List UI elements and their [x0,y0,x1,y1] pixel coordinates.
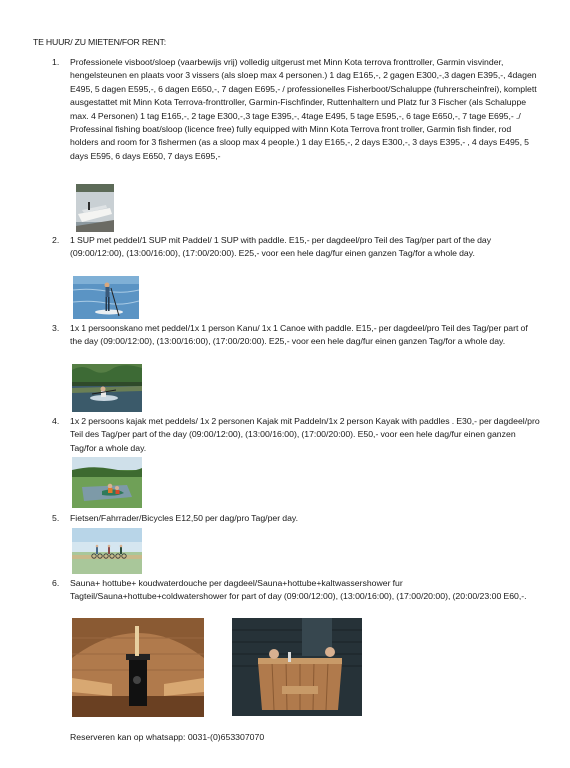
list-item-kayak [52,415,542,455]
item-number: 5. [52,513,60,523]
list-item-sup [52,234,542,261]
item-number: 2. [52,235,60,245]
canoe-photo [72,364,142,412]
bicycles-photo [72,528,142,574]
item-number: 4. [52,416,60,426]
sup-photo [73,276,139,319]
hottub-photo [232,618,362,716]
item-text: Fietsen/Fahrrader/Bicycles E12,50 per dag/pro Tag/per day. [70,513,299,523]
item-number: 1. [52,57,60,67]
list-item-boat [52,56,542,163]
whatsapp-reservation: Reserveren kan op whatsapp: 0031-(0)653307070 [70,732,265,742]
item-text: Professionele visboot/sloep (vaarbewijs vrij) volledig uitgerust met Minn Kota terrova fronttroller, Garmin visvinder, hengelsteunen en plaats voor 3 vissers (als sloep max 4 personen.) 1 dag E165,-, 2 gagen E300,-,3 dagen E395,-, 4dagen E495, 5 dagen E595,-, 6 dagen E650,-, 7 dagen E695,- / professionelles Fisherboot/Schaluppe (fuhrerscheinfrei), komplett ausgestattet mit Minn Kota Terrova-fronttroller, Garmin-Fischfinder, Ruttenhaltern und Platz fur 3 Fischer (als Schaluppe max. 4 Personen) 1 tag E165,-, 2 tage E300,-,3 tage E395,-, 4tage E495, 5 tage E595,-, 6 tage E650,-, 7 tage E695,- ./ Professinal fishing boat/sloop (licence free) fully equipped with Minn Kota Terrova front troller, Garmin fish finder, rod holders and room for 3 fishermen (as a sloop max 4 people.) 1 day E165,-, 2 days E300,-, 3 days E395,- , 4 days E495, 5 days E595, 6 days E650, 7 days E695,- [70,57,537,161]
item-number: 6. [52,578,60,588]
item-text: Sauna+ hottube+ koudwaterdouche per dagdeel/Sauna+hottube+kaltwassershower fur Tagteil/Sauna+hottube+coldwatershower for part of day (09:00/12:00), (13:00/16:00), (17:00/20:00), (20:00/23:00 E60,-. [70,578,527,602]
list-item-bicycles [52,512,542,525]
boat-photo [76,184,114,232]
page-title: TE HUUR/ ZU MIETEN/FOR RENT: [33,37,166,47]
item-number: 3. [52,323,60,333]
item-text: 1 SUP met peddel/1 SUP mit Paddel/ 1 SUP with paddle. E15,- per dagdeel/pro Teil des Tag/per part of the day (09:00/12:00), (13:00/16:00), (17:00/20:00). E25,- voor een hele dag/fur einen ganzen Tag/for a whole day. [70,235,492,259]
kayak-photo [72,457,142,508]
list-item-canoe [52,322,542,349]
sauna-photo [72,618,204,717]
item-text: 1x 2 persoons kajak met peddels/ 1x 2 personen Kajak mit Paddeln/1x 2 person Kayak with paddles . E30,- per dagdeel/pro Teil des Tag/per part of the day (09:00/12:00), (13:00/16:00), (17:00/20:00). E50,- voor een hele dag/fur einen ganzen Tag/for a whole day. [70,416,540,453]
list-item-sauna [52,577,542,604]
item-text: 1x 1 persoonskano met peddel/1x 1 person Kanu/ 1x 1 Canoe with paddle. E15,- per dagdeel/pro Teil des Tag/per part of the day (09:00/12:00), (13:00/16:00), (17:00/20:00). E25,- voor een hele dag/fur einen ganzen Tag/for a whole day. [70,323,528,347]
